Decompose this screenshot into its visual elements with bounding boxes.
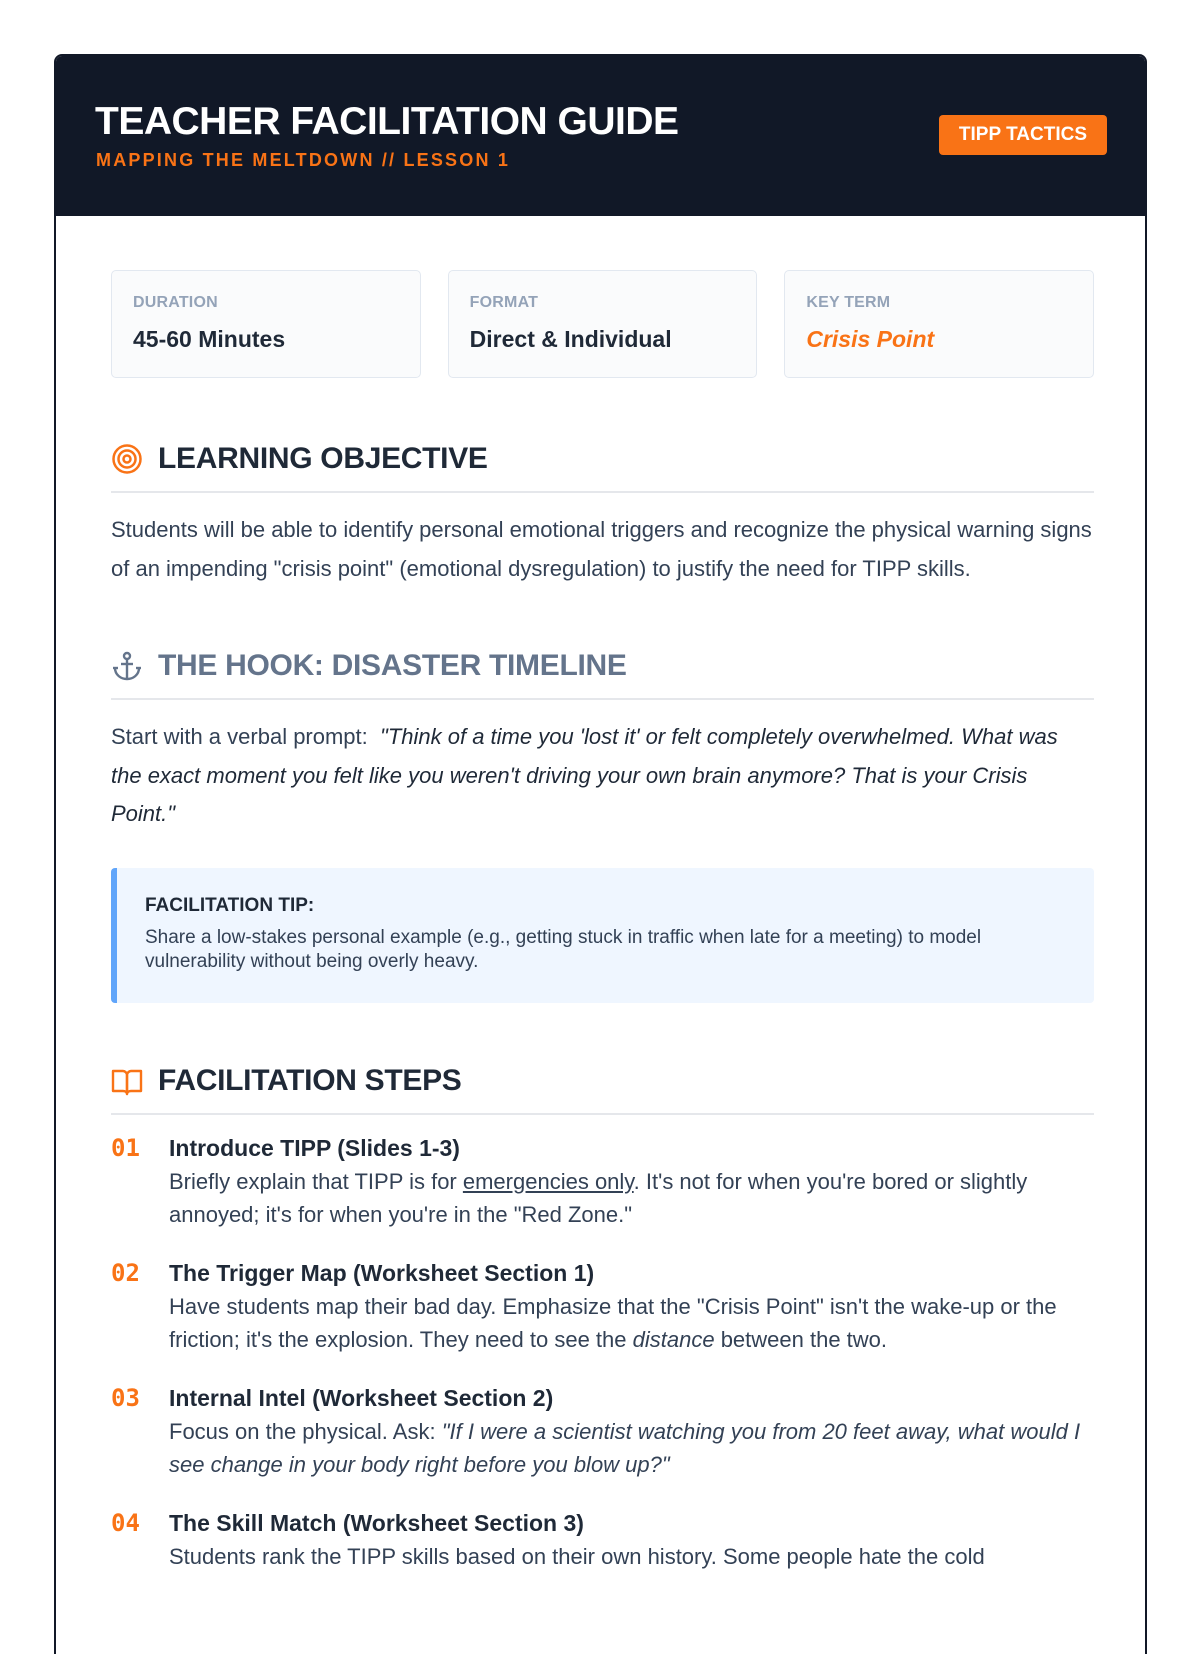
step-item bbox=[111, 1381, 1094, 1482]
facilitation-tip bbox=[111, 868, 1094, 1003]
key-term-label: KEY TERM bbox=[806, 294, 891, 311]
step-title: Internal Intel (Worksheet Section 2) bbox=[169, 1384, 554, 1411]
step-text-part: Have students map their bad day. Emphasize that the "Crisis Point" isn't the wake-up or the friction; it's the explosion. They need to see the bbox=[169, 1293, 1057, 1352]
format-label: FORMAT bbox=[469, 294, 539, 311]
steps-list bbox=[111, 1131, 1094, 1574]
hook-section bbox=[111, 644, 1094, 1003]
step-text-part: Focus on the physical. Ask: bbox=[169, 1418, 442, 1444]
format-value: Direct & Individual bbox=[469, 326, 672, 352]
objective-title: LEARNING OBJECTIVE bbox=[158, 442, 488, 475]
step-text bbox=[169, 1540, 1094, 1574]
format-box bbox=[448, 270, 758, 378]
hook-quote: "Think of a time you 'lost it' or felt completely overwhelmed. What was the exact moment you felt like you weren't driving your own brain anymore? That is your Crisis Point." bbox=[111, 724, 1058, 826]
step-number: 04 bbox=[111, 1508, 140, 1537]
step-text-part: . It's not for when you're bored or slightly annoyed; it's for when you're in the "Red Zone." bbox=[169, 1168, 1028, 1227]
duration-value: 45-60 Minutes bbox=[133, 326, 286, 352]
steps-heading bbox=[111, 1059, 1094, 1115]
tipp-tactics-badge: TIPP TACTICS bbox=[939, 115, 1107, 155]
step-title: The Skill Match (Worksheet Section 3) bbox=[169, 1509, 584, 1536]
key-term-box bbox=[784, 270, 1094, 378]
duration-box bbox=[111, 270, 421, 378]
open-book-icon bbox=[111, 1065, 143, 1097]
step-text bbox=[169, 1415, 1094, 1482]
step-text-part: between the two. bbox=[714, 1327, 888, 1352]
step-text bbox=[169, 1290, 1094, 1357]
step-item bbox=[111, 1256, 1094, 1357]
guide-card bbox=[54, 54, 1147, 1654]
step-title: The Trigger Map (Worksheet Section 1) bbox=[169, 1259, 595, 1286]
step-item bbox=[111, 1131, 1094, 1232]
hook-title: THE HOOK: DISASTER TIMELINE bbox=[158, 649, 627, 682]
step-number: 02 bbox=[111, 1258, 140, 1287]
meta-row bbox=[111, 270, 1094, 378]
step-text-emphasis: emergencies only bbox=[462, 1168, 634, 1194]
target-icon bbox=[111, 443, 143, 475]
step-text-part: Briefly explain that TIPP is for bbox=[169, 1168, 463, 1194]
tip-text: Share a low-stakes personal example (e.g., getting stuck in traffic when late for a meeting) to model vulnerability without being overly heavy. bbox=[145, 926, 982, 972]
step-body bbox=[169, 1256, 1094, 1357]
step-title: Introduce TIPP (Slides 1-3) bbox=[169, 1134, 460, 1161]
page-title: TEACHER FACILITATION GUIDE bbox=[95, 100, 679, 143]
step-number: 01 bbox=[111, 1133, 140, 1162]
step-body bbox=[169, 1506, 1094, 1574]
guide-content bbox=[111, 270, 1094, 1597]
tip-label: FACILITATION TIP: bbox=[145, 894, 315, 916]
step-text-emphasis: distance bbox=[632, 1327, 715, 1352]
anchor-icon bbox=[111, 650, 143, 682]
objective-section bbox=[111, 437, 1094, 588]
step-text bbox=[169, 1165, 1094, 1232]
hook-heading bbox=[111, 644, 1094, 700]
step-item bbox=[111, 1506, 1094, 1574]
step-body bbox=[169, 1381, 1094, 1482]
steps-title: FACILITATION STEPS bbox=[158, 1063, 462, 1097]
hook-prompt bbox=[111, 718, 1094, 834]
page-subtitle: MAPPING THE MELTDOWN // LESSON 1 bbox=[96, 150, 511, 170]
step-text-part: Students rank the TIPP skills based on their own history. Some people hate the cold bbox=[169, 1543, 985, 1569]
duration-label: DURATION bbox=[133, 294, 218, 311]
step-body bbox=[169, 1131, 1094, 1232]
steps-section bbox=[111, 1059, 1094, 1574]
step-text-emphasis: "If I were a scientist watching you from 20 feet away, what would I see change in your body right before you blow up?" bbox=[169, 1418, 1081, 1477]
key-term-value: Crisis Point bbox=[806, 326, 935, 352]
hook-lead: Start with a verbal prompt: bbox=[111, 724, 368, 749]
step-number: 03 bbox=[111, 1383, 140, 1412]
objective-text: Students will be able to identify personal emotional triggers and recognize the physical warning signs of an impending "crisis point" (emotional dysregulation) to justify the need for TIPP skills. bbox=[111, 517, 1092, 581]
guide-header bbox=[56, 56, 1145, 216]
objective-heading bbox=[111, 437, 1094, 493]
